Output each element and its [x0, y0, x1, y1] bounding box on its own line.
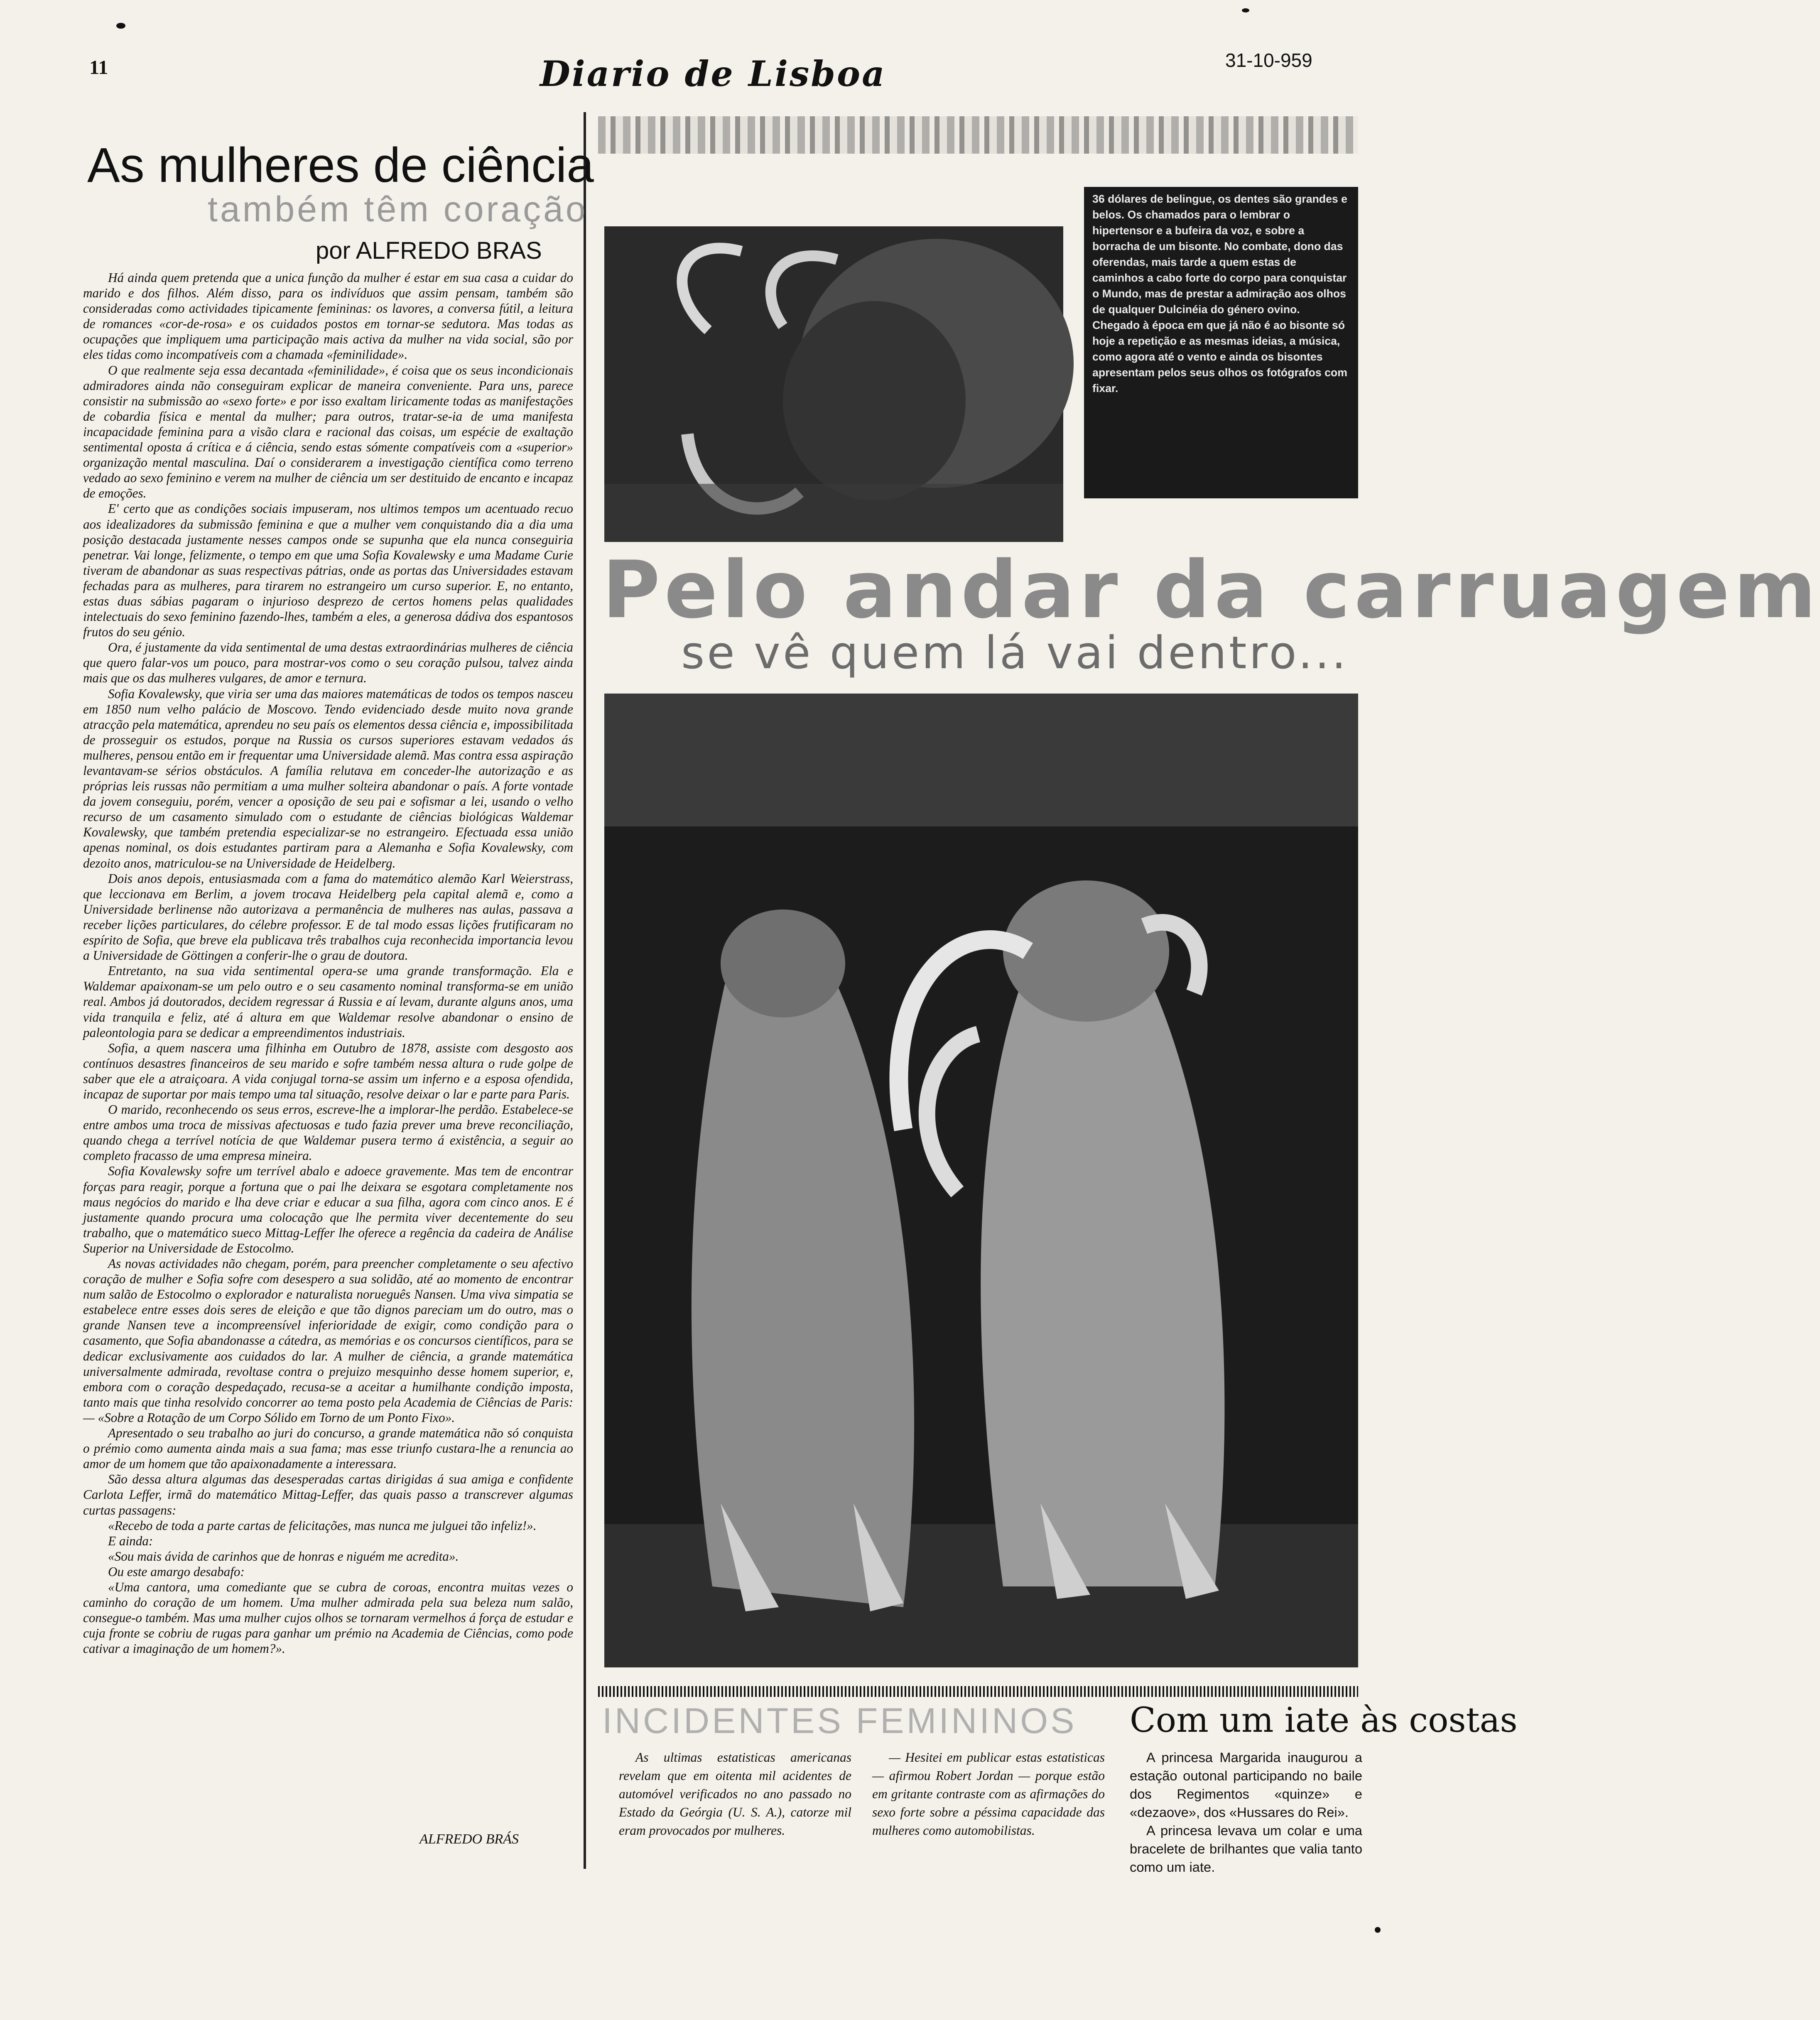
article-paragraph: Dois anos depois, entusiasmada com a fama do matemático alemão Karl Weierstrass, que leccionava em Berlim, a jovem trocava Heidelberg pela capital alemã e, como a Universidade berlinense não autorizava a permanência de mulheres nas aulas, passava a receber lições particulares, do célebre professor. E de tal modo essas lições frutificaram no espírito de Sofia, que breve ela publicava três trabalhos cuja reconhecida importancia levou a Universidade de Göttingen a conferir-lhe o grau de doutora.	[83, 871, 573, 963]
decorative-band	[598, 116, 1358, 154]
masthead: Diario de Lisboa	[540, 53, 886, 94]
article-paragraph: Sofia Kovalewsky, que viria ser uma das maiores matemáticas de todos os tempos nasceu em 1850 num velho palácio de Moscovo. Tendo evidenciado desde muito nova grande atracção pela matemática, aprendeu no seu país os elementos dessa ciência e, impossibilitada de prosseguir os estudos, porque na Russia os cursos superiores estavam vedados ás mulheres, pensou então em ir frequentar uma Universidade alemã. Mas contra essa aspiração levantavam-se sérios obstáculos. A família relutava em conceder-lhe autorização e as próprias leis russas não permitiam a uma mulher solteira abandonar o país. A forte vontade da jovem conseguiu, porém, vencer a oposição de seu pai e sofismar a lei, usando o velho recurso de um casamento simulado com o estudante de ciências biológicas Waldemar Kovalewsky, que também pretendia especializar-se no estrangeiro. Efectuada essa união apenas nominal, os dois estudantes partiram para a Alemanha e Sofia Kovalewsky, com dezoito anos, matriculou-se na Universidade de Heidelberg.	[83, 686, 573, 870]
photo-side-caption-box	[1084, 187, 1358, 498]
yacht-text-2: A princesa levava um colar e uma bracelete de brilhantes que valia tanto como um iate.	[1130, 1823, 1362, 1875]
bison-fight-image	[604, 694, 1358, 1667]
article-paragraph: Há ainda quem pretenda que a unica função da mulher é estar em sua casa a cuidar do marido e dos filhos. Além disso, para os indivíduos que assim pensam, também são consideradas como actividades tipicamente femininas: os lavores, a conversa fútil, a leitura de romances «cor-de-rosa» e os cuidados postos em tornar-se sedutora. Mas todas as ocupações que impliquem uma participação mais activa da mulher na vida social, são por eles tidas como incompatíveis com a chamada «feminilidade».	[83, 270, 573, 362]
article-subtitle: também têm coração	[208, 189, 588, 229]
section-heading-yacht: Com um iate às costas	[1130, 1701, 1518, 1740]
article-paragraph: «Sou mais ávida de carinhos que de honras e niguém me acredita».	[108, 1549, 459, 1564]
incidents-column-2	[872, 1748, 1105, 1840]
feature-subheadline: se vê quem lá vai dentro...	[681, 627, 1349, 679]
section-heading-incidents: INCIDENTES FEMININOS	[602, 1701, 1077, 1741]
issue-date: 31-10-959	[1225, 49, 1312, 71]
feature-headline: Pelo andar da carruagem	[602, 544, 1820, 636]
article-paragraph: «Uma cantora, uma comediante que se cubra de coroas, encontra muitas vezes o caminho do coração de um homem. Uma mulher admirada pela sua beleza num salão, consegue-o também. Mas uma mulher cujos olhos se tornaram vermelhos á força de estudar e cuja fronte se cobriu de rugas para ganhar um prémio na Academia de Ciências, como pode cativar a imaginação de um homem?».	[83, 1579, 573, 1656]
article-paragraph: Sofia, a quem nascera uma filhinha em Outubro de 1878, assiste com desgosto aos contínuos desastres financeiros de seu marido e sofre também nessa altura o rude golpe de saber que ele a atraiçoara. A vida conjugal torna-se assim um inferno e a esposa ofendida, incapaz de suportar por mais tempo uma tal situação, resolve deixar o lar e parte para Paris.	[83, 1040, 573, 1101]
article-byline: por ALFREDO BRAS	[316, 237, 542, 264]
article-paragraph: Apresentado o seu trabalho ao juri do concurso, a grande matemática não só conquista o prémio como aumenta ainda mais a sua fama; mas esse triunfo custara-lhe a renuncia ao amor de um homem que tão apaixonadamente a interessara.	[83, 1426, 573, 1471]
ink-speck	[116, 23, 125, 29]
article-paragraph: E' certo que as condições sociais impuseram, nos ultimos tempos um acentuado recuo aos idealizadores da submissão feminina e que a mulher vem conquistando dia a dia uma posição destacada justamente nesses campos onde se supunha que ela nunca conseguiria penetrar. Vai longe, felizmente, o tempo em que uma Sofia Kovalewsky e uma Madame Curie tiveram de abandonar as suas respectivas pátrias, onde as portas das Universidades estavam fechadas para as mulheres, para tirarem no estrangeiro um curso superior. E, no entanto, estas duas sábias pagaram o injurioso desprezo de certos homens pelas qualidades intelectuais do sexo feminino fazendo-lhes, também a eles, a generosa dádiva dos espantosos frutos do seu génio.	[83, 501, 573, 640]
article-paragraph: E ainda:	[108, 1533, 153, 1548]
article-paragraph: As novas actividades não chegam, porém, para preencher completamente o seu afectivo coração de mulher e Sofia sofre com desespero a sua solidão, até ao momento de encontrar num salão de Estocolmo o explorador e naturalista norueguês Nansen. Uma viva simpatia se estabelece entre esses dois seres de eleição e que tão dignos pareciam um do outro, mas o grande Nansen teve a incompreensível inferioridade de exigir, como condição para o casamento, que Sofia abandonasse a cátedra, as memórias e os concursos científicos, para se dedicar exclusivamente aos cuidados do lar. A mulher de ciência, a grande matemática universalmente admirada, revoltase contra o prejuizo mesquinho desse homem superior, e, embora com o coração despedaçado, recusa-se a aceitar a humilhante condição imposta, tanto mais que tinha resolvido concorrer ao tema posto pela Academia de Ciências de Paris: — «Sobre a Rotação de um Corpo Sólido em Torno de um Ponto Fixo».	[83, 1256, 573, 1425]
ink-speck	[1242, 8, 1249, 12]
incidents-text-2: — Hesitei em publicar estas estatisticas — afirmou Robert Jordan — porque estão em gritante contraste com as afirmações do sexo forte sobre a péssima capacidade das mulheres como automobilistas.	[872, 1750, 1105, 1838]
yacht-column	[1130, 1748, 1362, 1876]
article-paragraph: «Recebo de toda a parte cartas de felicitações, mas nunca me julguei tão infeliz!».	[108, 1518, 537, 1533]
yacht-text-1: A princesa Margarida inaugurou a estação outonal participando no baile dos Regimentos «quinze» e «dezaove», dos «Hussares do Rei».	[1130, 1750, 1362, 1820]
section-divider	[598, 1686, 1358, 1697]
page-number: 11	[89, 56, 108, 78]
article-signature: ALFREDO BRÁS	[419, 1831, 519, 1847]
bison-fight-photo	[604, 694, 1358, 1667]
article-paragraph: Sofia Kovalewsky sofre um terrível abalo e adoece gravemente. Mas tem de encontrar forças para reagir, porque a fortuna que o pai lhe deixara se esgotara completamente nos maus negócios do marido e lha deve criar e educar a sua filha, agora com cinco anos. E é justamente quando procura uma colocação que lhe permita viver decentemente do seu trabalho, que o matemático sueco Mittag-Leffer lhe oferece a regência da cadeira de Análise Superior na Universidade de Estocolmo.	[83, 1164, 573, 1255]
article-title: As mulheres de ciência	[87, 138, 594, 193]
article-paragraph: Ou este amargo desabafo:	[108, 1564, 245, 1579]
incidents-text-1: As ultimas estatisticas americanas revelam que em oitenta mil acidentes de automóvel verificados no ano passado no Estado da Geórgia (U. S. A.), catorze mil eram provocados por mulheres.	[619, 1750, 851, 1838]
article-paragraph: Ora, é justamente da vida sentimental de uma destas extraordinárias mulheres de ciência que quero falar-vos um pouco, para mostrar-vos como o seu coração pulsou, talvez ainda mais que os das mulheres vulgares, de amor e ternura.	[83, 640, 573, 686]
bison-head-photo	[604, 226, 1063, 542]
article-body	[83, 270, 573, 1656]
side-caption: 36 dólares de belingue, os dentes são grandes e belos. Os chamados para o lembrar o hipertensor e a bufeira da voz, e sobre a borracha de um bisonte. No combate, dono das oferendas, mais tarde a quem estas de caminhos a cabo forte do corpo para conquistar o Mundo, mas de prestar a admiração aos olhos de qualquer Dulcinéia do género ovino. Chegado à época em que já não é ao bisonte só hoje a repetição e as mesmas ideias, a música, como agora até o vento e ainda os bisontes apresentam pelos seus olhos os fotógrafos com fixar.	[1092, 193, 1348, 395]
article-paragraph: Entretanto, na sua vida sentimental opera-se uma grande transformação. Ela e Waldemar apaixonam-se um pelo outro e o seu casamento nominal transforma-se em união real. Ambos já doutorados, decidem regressar á Russia e aí levam, durante alguns anos, uma vida tranquila e feliz, até á altura em que Waldemar resolve abandonar o ensino de paleontologia para se dedicar a empreendimentos industriais.	[83, 963, 573, 1040]
article-paragraph: O marido, reconhecendo os seus erros, escreve-lhe a implorar-lhe perdão. Estabelece-se entre ambos uma troca de missivas afectuosas e tudo fazia prever uma breve reconciliação, quando chega a terrível notícia de que Waldemar pusera termo á existência, a seguir ao completo fracasso de uma empresa mineira.	[83, 1102, 573, 1163]
incidents-column-1	[619, 1748, 851, 1840]
ink-speck	[1375, 1927, 1381, 1933]
article-paragraph: O que realmente seja essa decantada «feminilidade», é coisa que os seus incondicionais admiradores ainda não conseguiram explicar de maneira conveniente. Para uns, parece consistir na submissão ao «sexo forte» e por isso exaltam liricamente todas as manifestações de cobardia física e mental da mulher; para outros, tratar-se-ia de uma manifesta incapacidade feminina para a visão clara e racional das coisas, um espécie de exaltação sentimental oposta á crítica e á ciência, sendo estas sómente compatíveis com a «superior» organização mental masculina. Daí o considerarem a investigação científica como terreno vedado ao sexo feminino e verem na mulher de ciência um ser destituido de encanto e incapaz de emoções.	[83, 363, 573, 501]
article-paragraph: São dessa altura algumas das desesperadas cartas dirigidas á sua amiga e confidente Carlota Leffer, irmã do matemático Mittag-Leffer, das quais passo a transcrever algumas curtas passagens:	[83, 1472, 573, 1517]
bison-head-image	[604, 226, 1063, 542]
